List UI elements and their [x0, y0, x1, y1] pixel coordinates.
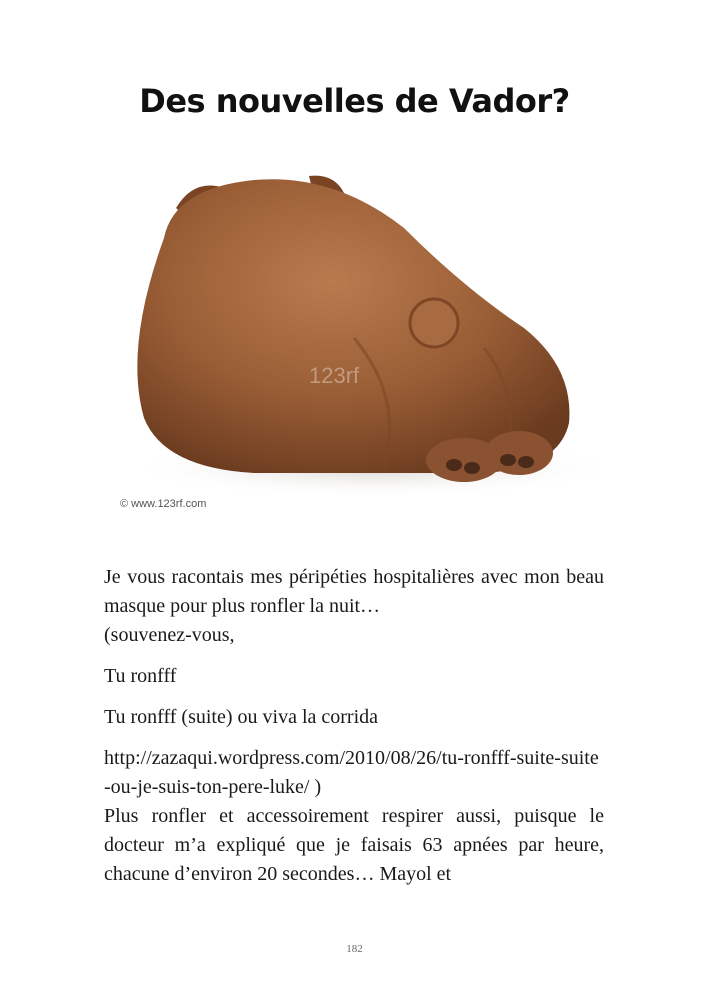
page-title: Des nouvelles de Vador?	[139, 82, 570, 120]
url-link[interactable]: http://zazaqui.wordpress.com/2010/08/26/tu-ronfff-suite-suite-ou-je-suis-ton-pere-luke/ )	[104, 747, 599, 798]
bulldog-photo	[104, 168, 604, 520]
image-watermark: © www.123rf.com	[120, 498, 207, 510]
paragraph-1: Je vous racontais mes péripéties hospitalières avec mon beau masque pour plus ronfler la nuit…	[104, 566, 604, 617]
article-body	[104, 563, 604, 889]
paragraph-5: Plus ronfler et accessoirement respirer aussi, puisque le docteur m’a expliqué que je faisais 63 apnées par heure, chacune d’environ 20 secondes… Mayol et	[104, 805, 604, 885]
page-number: 182	[346, 943, 363, 955]
bulldog-illustration	[104, 168, 604, 520]
watermark-overlay: 123rf	[309, 363, 360, 388]
link-tu-ronfff[interactable]: Tu ronfff	[104, 665, 177, 687]
link-tu-ronfff-suite[interactable]: Tu ronfff (suite) ou viva la corrida	[104, 706, 379, 728]
paragraph-1-continuation: (souvenez-vous,	[104, 624, 235, 646]
